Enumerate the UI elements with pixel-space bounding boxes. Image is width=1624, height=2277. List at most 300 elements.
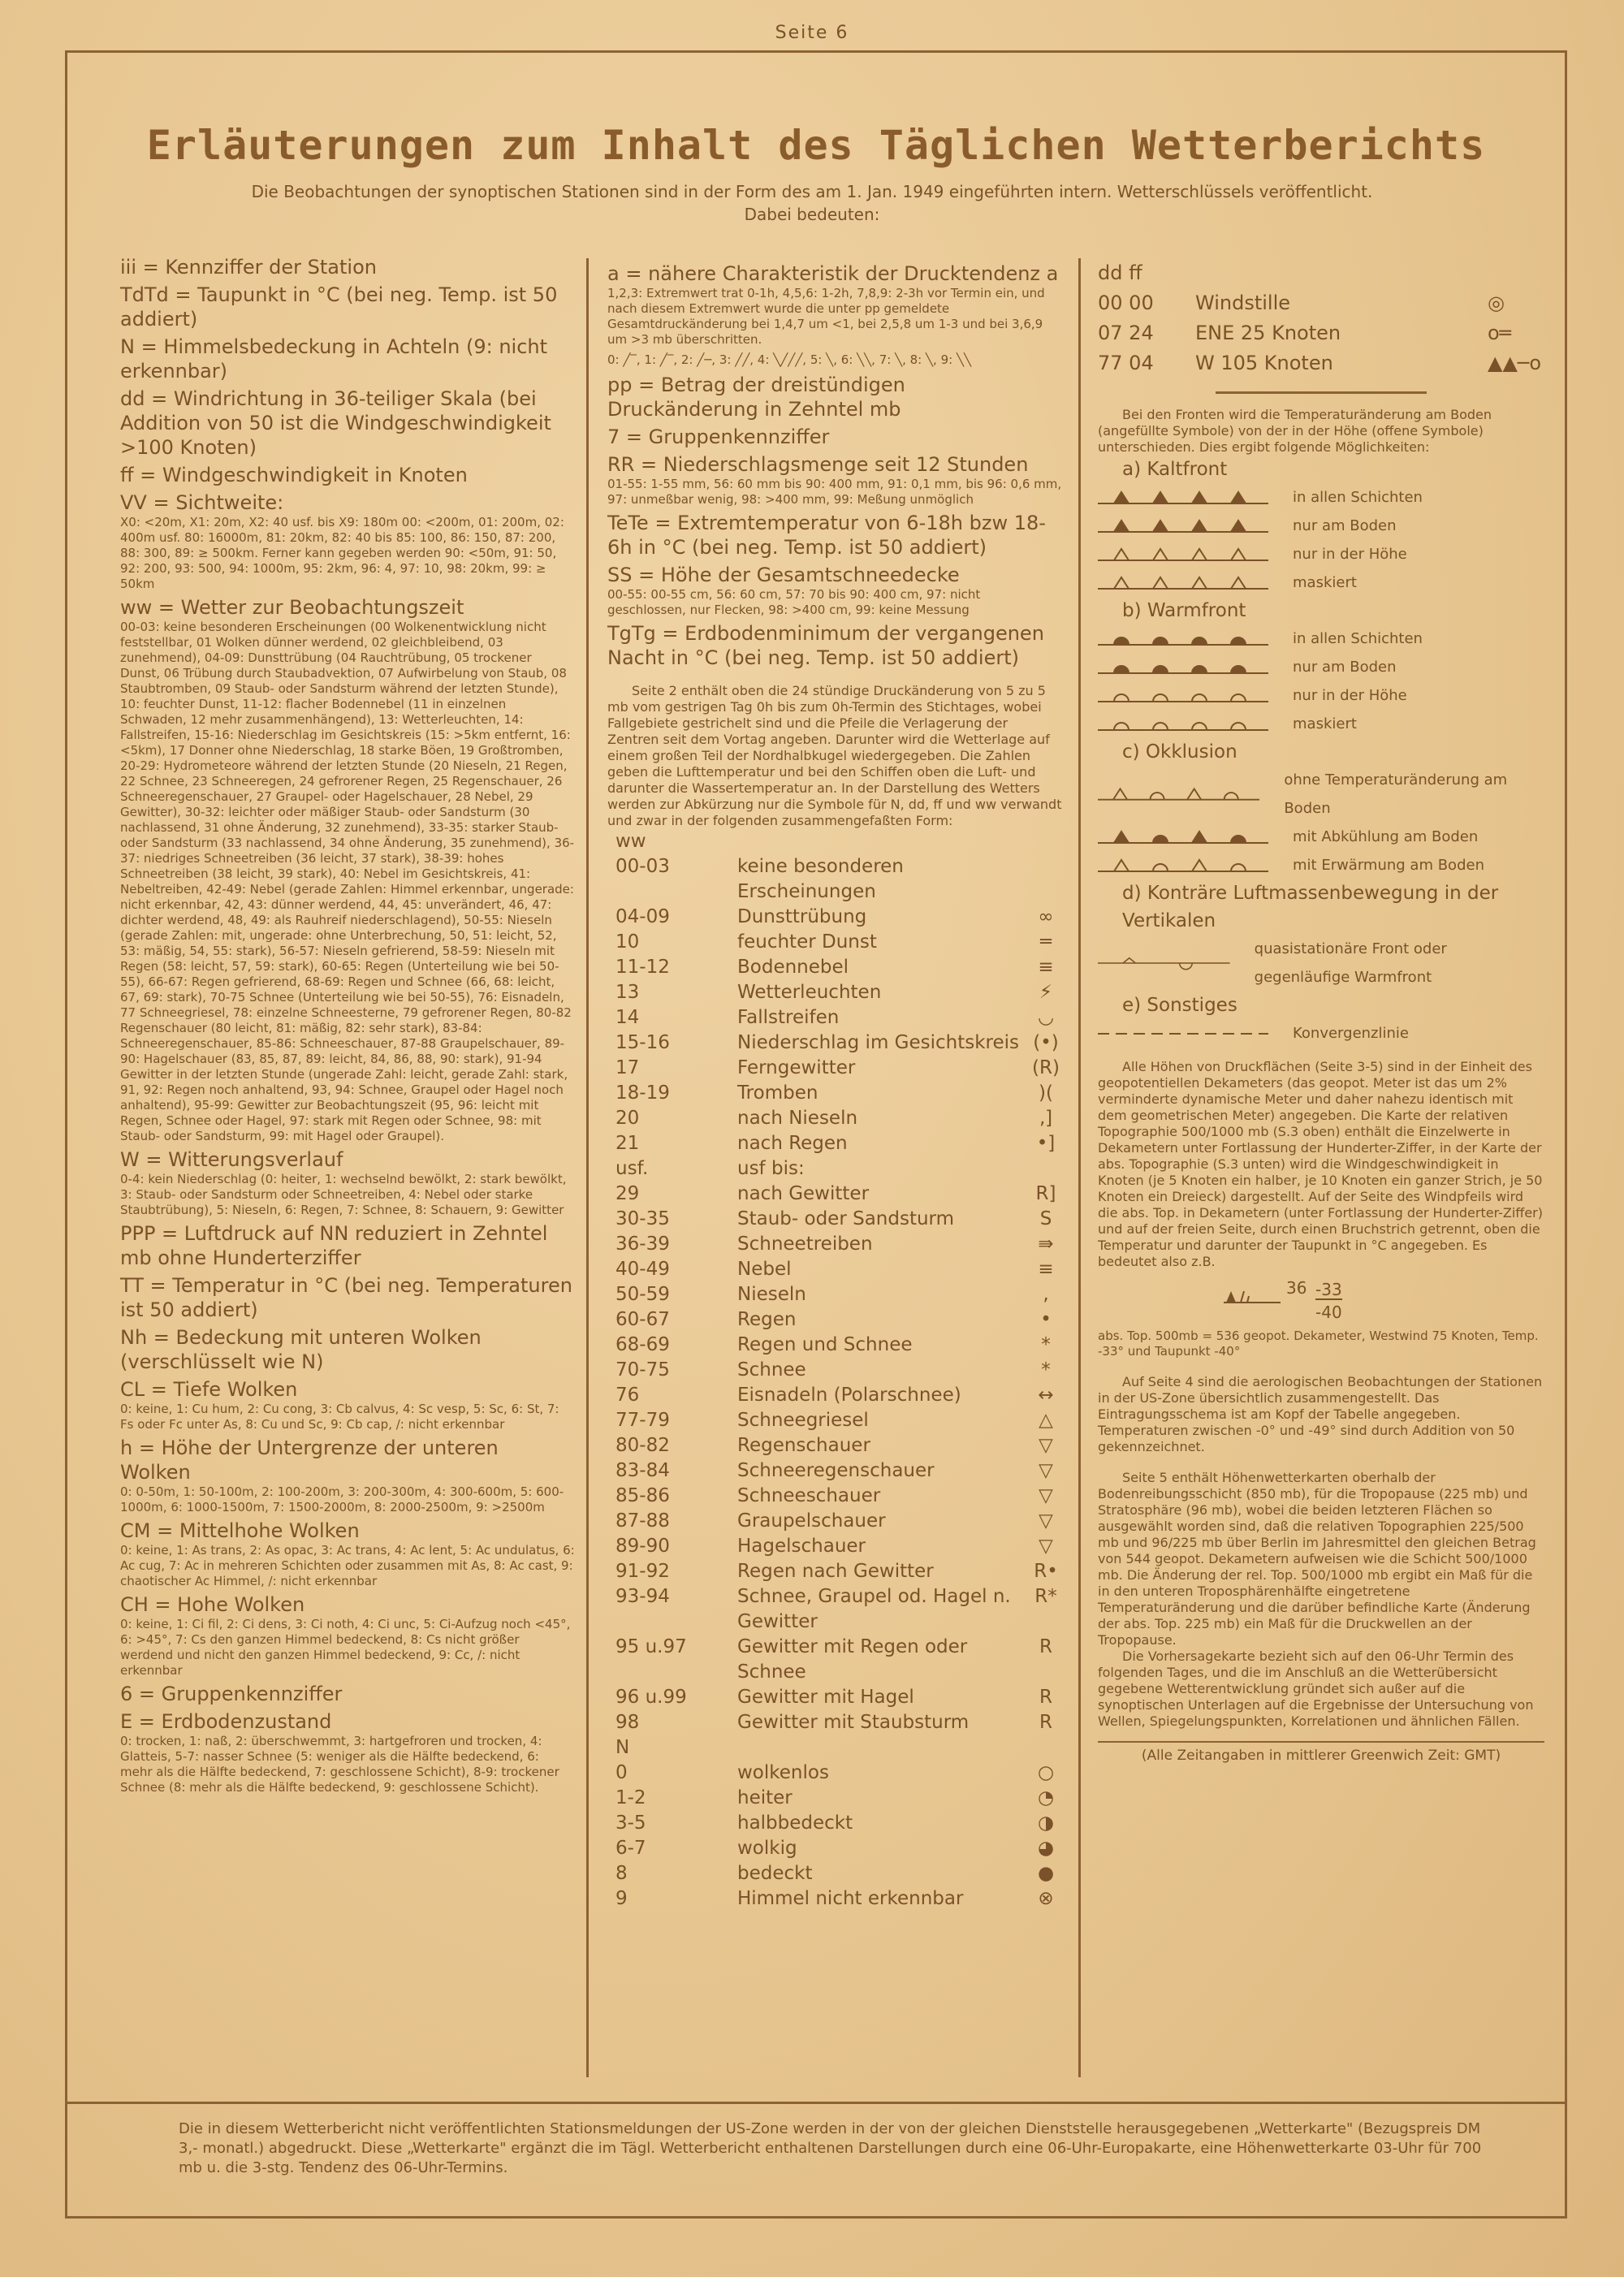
warm-front-mark — [1192, 666, 1207, 673]
n-code: 9 — [615, 1888, 628, 1909]
ww-symbol-icon: R• — [1034, 1561, 1058, 1582]
ww-symbol-icon: , — [1043, 1284, 1049, 1305]
sonstiges-label: Konvergenzlinie — [1293, 1025, 1409, 1042]
wind-example-dewpoint: -40 — [1315, 1303, 1342, 1322]
ww-code: 85-86 — [615, 1485, 670, 1506]
okkl-front-mark — [1153, 836, 1168, 843]
wind-example-temp: -33 — [1315, 1280, 1342, 1299]
subtitle-line-1: Die Beobachtungen der synoptischen Stationen sind in der Form des am 1. Jan. 1949 eingeführten intern. Wetterschlüssels veröffentlicht. — [251, 182, 1373, 201]
fronts-intro: Bei den Fronten wird die Temperaturänderung am Boden (angefüllte Symbole) von der in der Höhe (offene Symbole) unterschieden. Dies ergibt folgende Möglichkeiten: — [1098, 407, 1492, 455]
ww-code: 93-94 — [615, 1586, 670, 1607]
okkl-front-mark — [1153, 864, 1168, 871]
ww-row — [607, 1635, 1062, 1685]
ww-meaning: Schnee, Graupel od. Hagel n. Gewitter — [737, 1586, 1011, 1632]
def-nh: Nh = Bedeckung mit unteren Wolken (verschlüsselt wie N) — [120, 1326, 482, 1373]
ww-row — [607, 1584, 1062, 1635]
def-ppp: PPP = Luftdruck auf NN reduziert in Zehntel mb ohne Hunderterziffer — [120, 1222, 548, 1269]
def-tete: TeTe = Extremtemperatur von 6-18h bzw 18-6h in °C (bei neg. Temp. ist 50 addiert) — [607, 512, 1046, 559]
ww-row — [607, 930, 1062, 955]
ww-row — [607, 1559, 1062, 1584]
dd-row — [1098, 288, 1544, 318]
ww-row — [607, 955, 1062, 980]
subtitle-line-2: Dabei bedeuten: — [744, 205, 880, 224]
ww-row — [607, 1333, 1062, 1358]
n-meaning: wolkig — [737, 1838, 797, 1859]
kalt-front-mark — [1153, 521, 1168, 532]
n-code: 0 — [615, 1762, 628, 1783]
dd-head-label: dd ff — [1098, 261, 1142, 284]
kalt-front-row — [1098, 568, 1544, 597]
n-code: 8 — [615, 1863, 628, 1884]
kalt-front-mark — [1192, 492, 1207, 503]
ww-meaning: nach Nieseln — [737, 1108, 858, 1129]
ww-code: 68-69 — [615, 1334, 670, 1355]
ww-symbol-icon: ‚] — [1039, 1108, 1053, 1129]
def-vv-text: X0: <20m, X1: 20m, X2: 40 usf. bis X9: 180m 00: <200m, 01: 200m, 02: 400m usf. 80: 16000m, 81: 20km, 82: 40 bis 85: 100, 86: 150, 87: 200, 88: 300, 89: ≥ 500km. Ferner kann gegeben werden 90: <50m, 91: 50, 92: 200, 93: 500, 94: 1000m, 95: 2km, 96: 4, 97: 10, 98: 20km, 99: ≥ 50km — [120, 515, 564, 591]
warm-front-mark — [1114, 694, 1129, 702]
warmfront-heading: b) Warmfront — [1122, 600, 1246, 621]
kalt-front-symbol — [1098, 489, 1268, 507]
def-ch-text: 0: keine, 1: Ci fil, 2: Ci dens, 3: Ci noth, 4: Ci unc, 5: Ci-Aufzug noch <45°, 6: >45°, 7: Cs den ganzen Himmel bedeckend, 8: Cs nicht größer werdend und nicht den ganzen Himmel bedeckend, 9: Cc, /: nicht erkennbar — [120, 1617, 571, 1678]
warm-front-mark — [1153, 694, 1168, 702]
ww-code: 89-90 — [615, 1536, 670, 1557]
def-7: 7 = Gruppenkennziffer — [607, 426, 830, 448]
ww-code: 70-75 — [615, 1359, 670, 1380]
n-row — [607, 1836, 1062, 1861]
warm-front-mark — [1114, 637, 1129, 645]
kalt-front-mark — [1114, 549, 1129, 560]
def-cm: CM = Mittelhohe Wolken — [120, 1519, 360, 1542]
ww-meaning: Nebel — [737, 1259, 792, 1280]
warm-front-symbol — [1098, 630, 1268, 648]
ww-meaning: usf bis: — [737, 1158, 805, 1179]
okkl-front-symbol — [1098, 857, 1268, 875]
ww-code: 10 — [615, 931, 640, 953]
ww-code: 87-88 — [615, 1510, 670, 1532]
ww-row — [607, 1710, 1062, 1735]
ww-symbol-icon: ▽ — [1039, 1460, 1053, 1481]
warm-front-mark — [1153, 723, 1168, 730]
dd-row — [1098, 348, 1544, 378]
ww-meaning: Gewitter mit Hagel — [737, 1687, 914, 1708]
ww-meaning: Gewitter mit Regen oder Schnee — [737, 1636, 968, 1683]
def-w-text: 0-4: kein Niederschlag (0: heiter, 1: wechselnd bewölkt, 2: stark bewölkt, 3: Staub- oder Sandsturm oder Schneetreiben, 4: Nebel oder starke Staubtrübung), 5: Nieseln, 6: Regen, 7: Schnee, 8: Schauern, 9: Gewitter — [120, 1172, 567, 1217]
ww-meaning: nach Regen — [737, 1133, 848, 1154]
okkl-front-mark — [1231, 836, 1246, 843]
def-dd: dd = Windrichtung in 36-teiliger Skala (bei Addition von 50 ist die Windgeschwindigkeit >100 Knoten) — [120, 387, 551, 459]
column-divider-1 — [586, 258, 589, 2077]
kalt-front-mark — [1153, 492, 1168, 503]
warm-front-mark — [1114, 666, 1129, 673]
ww-row — [607, 1685, 1062, 1710]
ww-row — [607, 854, 1062, 905]
ww-symbol-icon: R* — [1034, 1586, 1057, 1607]
ww-row — [607, 1182, 1062, 1207]
warm-front-mark — [1231, 723, 1246, 730]
def-ww-text: 00-03: keine besonderen Erscheinungen (00 Wolkenentwicklung nicht feststellbar, 01 Wolken dünner werdend, 02 gleichbleibend, 03 zunehmend), 04-09: Dunsttrübung (04 Rauchtrübung, 05 trockener Dunst, 06 Trübung durch Staubadvektion, 07 Aufwirbelung von Staub, 08 Staubtromben, 09 Staub- oder Sandsturm während der letzten Stunde), 10: feuchter Dunst, 11-12: flacher Bodennebel (11 in einzelnen Schwaden, 12 mehr zusammenhängend), 13: Wetterleuchten, 14: Fallstreifen, 15-16: Niederschlag im Gesichtskreis (15: >5km entfernt, 16: <5km), 17 Donner ohne Niederschlag, 18 starke Böen, 19 Großtromben, 20-29: Hydrometeore während der letzten Stunde (20 Nieseln, 21 Regen, 22 Schnee, 23 Schneeregen, 24 gefrorener Regen, 25 Regenschauer, 26 Schneeregenschauer, 27 Graupel- oder Hagelschauer, 28 Nebel, 29 Gewitter), 30-32: leichter oder mäßiger Staub- oder Sandsturm (30 nachlassend, 31 ohne Änderung, 32 zunehmend), 33-35: starker Staub- oder Sandsturm (33 nachlassend, 34 ohne Änderung, 35 zunehmend), 36-37: niedriges Schneetreiben (36 leicht, 37 stark), 38-39: hohes Schneetreiben (38 leicht, 39 stark), 40: Nebel im Gesichtskreis, 41: Nebeltreiben, 42-49: Nebel (gerade Zahlen: Himmel erkennbar, ungerade: nicht erkennbar, 42, 43: dünner werdend, 44, 45: unverändert, 46, 47: dichter werdend, 48, 49: als Rauhreif niederschlagend), 50-55: Nieseln (gerade Zahlen: mit, ungerade: ohne Unterbrechung, 50, 51: leicht, 52, 53: mäßig, 54, 55: stark), 56-57: Nieseln gefrierend, 58-59: Nieseln mit Regen (58: leicht, 57, 59: stark), 60-65: Regen (Unterteilung wie bei 50-55), 66-67: Regen gefrierend, 68-69: Regen und Schnee (66, 68: leicht, 67, 69: stark), 70-75 Schnee (Unterteilung wie bei 50-55), 76: Eisnadeln, 77 Schneegriesel, 78: einzelne Schneesterne, 79 gefrorener Regen, 80-82 Regenschauer (80 leicht, 81: mäßig, 82: sehr stark), 83-84: Schneeregenschauer, 85-86: Schneeschauer, 87-88 Graupelschauer, 89-90: Hagelschauer (83, 85, 87, 89: leicht, 84, 86, 88, 90: stark), 91-94 Gewitter in der letzten Stunde (ungerade Zahl: leicht, gerade Zahl: stark, 91, 92: Regen noch anhaltend, 93, 94: Schnee, Graupel oder Hagel noch anhaltend), 95-99: Gewitter zur Beobachtungszeit (95, 96: leicht mit Regen, Schnee oder Hagel, 97: stark mit Regen oder Schnee, 98: mit Staub- oder Sandsturm, 99: mit Hagel oder Graupel). — [120, 620, 575, 1143]
ww-row — [607, 1534, 1062, 1559]
ww-code: 77-79 — [615, 1410, 670, 1431]
kalt-front-row — [1098, 483, 1544, 512]
n-row — [607, 1811, 1062, 1836]
ww-meaning: Schneeschauer — [737, 1485, 881, 1506]
warm-front-mark — [1192, 694, 1207, 702]
kalt-front-row — [1098, 512, 1544, 540]
kaltfront-list — [1098, 483, 1544, 597]
ww-code: 21 — [615, 1133, 640, 1154]
ww-symbol-icon: ↔ — [1038, 1385, 1054, 1406]
n-meaning: heiter — [737, 1787, 793, 1808]
ww-meaning: Hagelschauer — [737, 1536, 866, 1557]
ww-symbol-icon: ∞ — [1038, 906, 1054, 927]
def-cm-text: 0: keine, 1: As trans, 2: As opac, 3: Ac trans, 4: Ac lent, 5: Ac undulatus, 6: Ac cug, 7: Ac in mehreren Schichten oder zusammen mit As, 8: Ac cast, 9: chaotischer Ac Himmel, /: nicht erkennbar — [120, 1543, 575, 1588]
ww-symbol-icon — [1030, 854, 1062, 905]
dd-code: 77 04 — [1098, 352, 1154, 374]
warm-front-row — [1098, 653, 1544, 681]
ww-row — [607, 1307, 1062, 1333]
ww-meaning: Schnee — [737, 1359, 806, 1380]
ww-code: 60-67 — [615, 1309, 670, 1330]
def-tgtg: TgTg = Erdbodenminimum der vergangenen Nacht in °C (bei neg. Temp. ist 50 addiert) — [607, 622, 1044, 669]
okkl-front-mark — [1114, 832, 1129, 843]
ww-code: 50-59 — [615, 1284, 670, 1305]
ww-meaning: Bodennebel — [737, 957, 849, 978]
def-ss-text: 00-55: 00-55 cm, 56: 60 cm, 57: 70 bis 90: 400 cm, 97: nicht geschlossen, nur Flecken, 98: >400 cm, 99: keine Messung — [607, 587, 981, 617]
ww-symbol-icon: ◡ — [1037, 1007, 1055, 1028]
kalt-front-mark — [1192, 549, 1207, 560]
def-cl-text: 0: keine, 1: Cu hum, 2: Cu cong, 3: Cb calvus, 4: Sc vesp, 5: Sc, 6: St, 7: Fs oder Fc unter As, 8: Cu und Sc, 9: Cb cap, /: nicht erkennbar — [120, 1402, 559, 1432]
def-ss: SS = Höhe der Gesamtschneedecke — [607, 564, 960, 586]
kalt-front-mark — [1231, 492, 1246, 503]
dd-table — [1098, 288, 1544, 378]
kontraer-row — [1098, 935, 1544, 992]
ww-row — [607, 1056, 1062, 1081]
warm-front-mark — [1192, 723, 1207, 730]
okkl-front-mark — [1192, 832, 1207, 843]
n-symbol-icon: ◔ — [1037, 1787, 1055, 1808]
ww-row — [607, 1383, 1062, 1408]
ww-code: 20 — [615, 1108, 640, 1129]
n-meaning: wolkenlos — [737, 1762, 829, 1783]
warmfront-list — [1098, 624, 1544, 738]
column-1 — [120, 252, 575, 1795]
ww-symbol-icon: ▽ — [1039, 1536, 1053, 1557]
n-code: 3-5 — [615, 1813, 646, 1834]
okkl-front-row — [1098, 851, 1544, 879]
ww-meaning: Schneegriesel — [737, 1410, 869, 1431]
kalt-front-symbol — [1098, 546, 1268, 564]
n-code: 1-2 — [615, 1787, 646, 1808]
dd-code: 07 24 — [1098, 322, 1154, 344]
sonstiges-heading: e) Sonstiges — [1122, 995, 1237, 1016]
ww-code: 17 — [615, 1057, 640, 1078]
kalt-front-symbol — [1098, 574, 1268, 592]
warm-front-label: maskiert — [1293, 715, 1357, 732]
n-symbol-icon: ○ — [1037, 1762, 1055, 1783]
column-3 — [1098, 258, 1544, 1765]
vorhersage-text: Die Vorhersagekarte bezieht sich auf den 06-Uhr Termin des folgenden Tages, und die im Anschluß an die Wetterübersicht gegebene Wetterentwicklung gründet sich außer auf die synoptischen Unterlagen auf die Ergebnisse der Untersuchung von Wellen, Spiegelungspunkten, Korrelationen und ähnlichen Fällen. — [1098, 1648, 1534, 1729]
def-e-text: 0: trocken, 1: naß, 2: überschwemmt, 3: hartgefroren und trocken, 4: Glatteis, 5-7: nasser Schnee (5: weniger als die Hälfte bedeckend, 6: mehr als die Hälfte bedeckend, 7: geschlossene Schicht), 8-9: trockener Schnee (8: mehr als die Hälfte bedeckend, 9: geschlossene Schicht). — [120, 1734, 559, 1795]
ww-meaning: Graupelschauer — [737, 1510, 886, 1532]
warm-front-row — [1098, 710, 1544, 738]
def-a-text: 1,2,3: Extremwert trat 0-1h, 4,5,6: 1-2h, 7,8,9: 2-3h vor Termin ein, und nach diesem Extremwert wurde die unter pp gemeldete Gesamtdruckänderung bei 1,4,7 um <1, bei 2,5,8 um 1-3 und bei 3,6,9 um >3 mb überschritten. — [607, 286, 1045, 347]
warm-front-row — [1098, 624, 1544, 653]
warm-front-label: nur am Boden — [1293, 659, 1397, 676]
ww-meaning: Eisnadeln (Polarschnee) — [737, 1385, 961, 1406]
ww-code: usf. — [615, 1158, 649, 1179]
wind-barb-icon — [1220, 1286, 1285, 1311]
dd-code: 00 00 — [1098, 292, 1154, 314]
wind-symbol-icon: ▲▲─o — [1488, 352, 1542, 374]
ww-meaning: Schneeregenschauer — [737, 1460, 935, 1481]
zeit-note: (Alle Zeitangaben in mittlerer Greenwich Zeit: GMT) — [1141, 1748, 1501, 1764]
ww-symbol-icon: ⇛ — [1038, 1234, 1054, 1255]
warm-front-mark — [1192, 637, 1207, 645]
def-ch: CH = Hohe Wolken — [120, 1593, 305, 1616]
ww-meaning: Regen und Schnee — [737, 1334, 913, 1355]
kalt-front-mark — [1114, 521, 1129, 532]
ww-code: 95 u.97 — [615, 1636, 687, 1657]
n-row — [607, 1886, 1062, 1912]
n-code: 6-7 — [615, 1838, 646, 1859]
def-w: W = Witterungsverlauf — [120, 1148, 343, 1171]
okklusion-heading: c) Okklusion — [1122, 741, 1237, 763]
ww-row — [607, 1106, 1062, 1131]
kalt-front-mark — [1114, 492, 1129, 503]
n-meaning: bedeckt — [737, 1863, 813, 1884]
warm-front-mark — [1231, 637, 1246, 645]
ww-row — [607, 1257, 1062, 1282]
okkl-front-mark — [1187, 789, 1201, 799]
def-e: E = Erdbodenzustand — [120, 1710, 332, 1733]
wind-example-text: abs. Top. 500mb = 536 geopot. Dekameter, Westwind 75 Knoten, Temp. -33° und Taupunkt -40° — [1098, 1329, 1539, 1359]
ww-symbol-icon: ▽ — [1039, 1510, 1053, 1532]
okkl-front-mark — [1151, 793, 1164, 800]
wind-example-height: 36 — [1286, 1278, 1307, 1298]
subtitle — [162, 180, 1462, 226]
ww-row — [607, 1458, 1062, 1484]
warm-front-mark — [1153, 637, 1168, 645]
okkl-front-symbol — [1098, 828, 1268, 846]
footer-note: Die in diesem Wetterbericht nicht veröffentlichten Stationsmeldungen der US-Zone werden in der von der gleichen Dienststelle herausgegebenen „Wetterkarte" (Bezugspreis DM 3,- monatl.) abgedruckt. Diese „Wetterkarte" ergänzt die im Tägl. Wetterbericht enthaltenen Darstellungen durch eine 06-Uhr-Europakarte, eine Höhenwetterkarte 03-Uhr für 700 mb u. die 3-stg. Tendenz des 06-Uhr-Termins. — [179, 2120, 1482, 2176]
sonstiges-row — [1098, 1019, 1544, 1048]
def-a: a = nähere Charakteristik der Drucktendenz a — [607, 262, 1059, 285]
def-n: N = Himmelsbedeckung in Achteln (9: nicht erkennbar) — [120, 335, 548, 382]
kalt-front-mark — [1231, 521, 1246, 532]
ww-meaning: Nieseln — [737, 1284, 806, 1305]
ww-code: 04-09 — [615, 906, 670, 927]
footer-rule — [65, 2102, 1567, 2104]
ww-code: 00-03 — [615, 856, 670, 877]
n-symbol-icon: ⊗ — [1038, 1888, 1054, 1909]
ww-symbol-icon: ≡ — [1038, 1259, 1054, 1280]
def-pp: pp = Betrag der dreistündigen Druckänderung in Zehntel mb — [607, 374, 905, 421]
ww-row — [607, 1005, 1062, 1030]
n-row — [607, 1761, 1062, 1786]
def-h: h = Höhe der Untergrenze der unteren Wolken — [120, 1437, 499, 1484]
ww-symbol-icon: • — [1040, 1309, 1052, 1330]
kalt-front-label: nur am Boden — [1293, 517, 1397, 534]
ww-symbol-icon: △ — [1039, 1410, 1053, 1431]
wind-symbol-icon: o═ — [1488, 322, 1512, 344]
kalt-front-mark — [1114, 577, 1129, 589]
kontraer-heading: d) Konträre Luftmassenbewegung in der Vertikalen — [1122, 883, 1499, 931]
kalt-front-label: in allen Schichten — [1293, 489, 1423, 506]
ww-meaning: feuchter Dunst — [737, 931, 877, 953]
okkl-front-label: mit Abkühlung am Boden — [1293, 828, 1479, 845]
ww-meaning: Ferngewitter — [737, 1057, 856, 1078]
kaltfront-heading: a) Kaltfront — [1122, 459, 1228, 480]
divider-bottom — [1098, 1741, 1544, 1743]
ww-meaning: Tromben — [737, 1082, 818, 1104]
kalt-front-mark — [1153, 549, 1168, 560]
ww-code: 15-16 — [615, 1032, 670, 1053]
ww-code: 11-12 — [615, 957, 670, 978]
ww-code: 13 — [615, 982, 640, 1003]
wind-symbol-icon: ◎ — [1488, 292, 1505, 314]
warm-front-symbol — [1098, 687, 1268, 705]
ww-code: 40-49 — [615, 1259, 670, 1280]
divider — [1216, 391, 1427, 394]
ww-meaning: Gewitter mit Staubsturm — [737, 1712, 970, 1733]
kontraer-label: quasistationäre Front oder gegenläufige Warmfront — [1254, 940, 1447, 986]
ww-row — [607, 1030, 1062, 1056]
ww-code: 18-19 — [615, 1082, 670, 1104]
ww-meaning: Regen — [737, 1309, 797, 1330]
okkl-front-row — [1098, 823, 1544, 851]
ww-meaning: Fallstreifen — [737, 1007, 840, 1028]
ww-symbol-icon: ▽ — [1039, 1485, 1053, 1506]
warm-front-label: in allen Schichten — [1293, 630, 1423, 647]
n-symbol-icon: ◕ — [1037, 1838, 1055, 1859]
okkl-front-label: ohne Temperaturänderung am Boden — [1284, 771, 1508, 817]
kalt-front-mark — [1192, 577, 1207, 589]
ww-code: 98 — [615, 1712, 640, 1733]
kalt-front-label: maskiert — [1293, 574, 1357, 591]
okkl-front-mark — [1113, 789, 1127, 799]
hoehen-text: Alle Höhen von Druckflächen (Seite 3-5) sind in der Einheit des geopotentiellen Dekameters (das geopot. Meter ist das um 2% verminderte dynamische Meter und daher nahezu identisch mit dem geometrischen Meter) angegeben. Die Karte der relativen Topographie 500/1000 mb (S.3 oben) enthält die Einzelwerte in Dekametern unter Fortlassung der Hunderter-Ziffer, in der Karte der abs. Topographie (S.3 unten) wird die Windgeschwindigkeit in Knoten (je 5 Knoten ein halber, je 10 Knoten ein ganzer Strich, je 50 Knoten ein Dreieck) dargestellt. Auf der Seite des Windpfeils wird die abs. Top. in Dekametern (unter Fortlassung der Hunderter-Ziffer) und auf der freien Seite, durch einen Bruchstrich getrennt, oben die Temperatur und darunter der Taupunkt in °C angegeben. Es bedeutet also z.B. — [1098, 1059, 1543, 1269]
warm-front-row — [1098, 681, 1544, 710]
def-h-text: 0: 0-50m, 1: 50-100m, 2: 100-200m, 3: 200-300m, 4: 300-600m, 5: 600-1000m, 6: 1000-1500m, 7: 1500-2000m, 8: 2000-2500m, 9: >2500m — [120, 1484, 564, 1514]
def-ff: ff = Windgeschwindigkeit in Knoten — [120, 464, 468, 486]
n-symbol-icon: ◑ — [1037, 1813, 1055, 1834]
n-meaning: halbbedeckt — [737, 1813, 853, 1834]
ww-symbol-icon: ═ — [1040, 931, 1052, 953]
column-divider-2 — [1078, 258, 1081, 2077]
dd-meaning: ENE 25 Knoten — [1195, 322, 1341, 344]
def-vv: VV = Sichtweite: — [120, 491, 284, 514]
def-rr-text: 01-55: 1-55 mm, 56: 60 mm bis 90: 400 mm, 91: 0,1 mm, bis 96: 0,6 mm, 97: unmeßbar wenig, 98: >400 mm, 99: Meßung unmöglich — [607, 477, 1062, 507]
ww-symbol-icon: R — [1039, 1636, 1052, 1657]
ww-row — [607, 1207, 1062, 1232]
n-meaning: Himmel nicht erkennbar — [737, 1888, 964, 1909]
ww-symbol-icon: ≡ — [1038, 957, 1054, 978]
def-tt: TT = Temperatur in °C (bei neg. Temperaturen ist 50 addiert) — [120, 1274, 572, 1321]
def-iii: iii = Kennziffer der Station — [120, 256, 377, 279]
n-head — [607, 1735, 1062, 1761]
ww-row — [607, 905, 1062, 930]
wind-example — [1220, 1277, 1544, 1325]
warm-front-mark — [1231, 694, 1246, 702]
def-cl: CL = Tiefe Wolken — [120, 1378, 298, 1401]
dd-head — [1098, 258, 1544, 288]
okklusion-list — [1098, 766, 1544, 879]
okkl-front-mark — [1231, 864, 1246, 871]
warm-front-label: nur in der Höhe — [1293, 687, 1407, 704]
okkl-front-mark — [1224, 793, 1238, 800]
ww-meaning: Staub- oder Sandsturm — [737, 1208, 954, 1229]
kalt-front-label: nur in der Höhe — [1293, 546, 1407, 563]
ww-code: 91-92 — [615, 1561, 670, 1582]
kalt-front-mark — [1231, 549, 1246, 560]
dd-meaning: Windstille — [1195, 292, 1290, 314]
warm-front-symbol — [1098, 659, 1268, 676]
kalt-front-mark — [1231, 577, 1246, 589]
ww-table — [607, 854, 1062, 1735]
ww-head — [607, 829, 1062, 854]
ww-symbol-icon: •] — [1036, 1133, 1056, 1154]
ww-meaning: Schneetreiben — [737, 1234, 873, 1255]
ww-meaning: Regen nach Gewitter — [737, 1561, 934, 1582]
kalt-front-mark — [1192, 521, 1207, 532]
ww-symbol-icon: R] — [1035, 1183, 1056, 1204]
ww-code: 30-35 — [615, 1208, 670, 1229]
kalt-front-mark — [1153, 577, 1168, 589]
ww-meaning: keine besonderen Erscheinungen — [737, 856, 904, 902]
ww-code: 96 u.99 — [615, 1687, 687, 1708]
ww-symbol-icon — [1030, 1156, 1062, 1182]
warm-front-mark — [1114, 723, 1129, 730]
seite2-text: Seite 2 enthält oben die 24 stündige Druckänderung von 5 zu 5 mb vom gestrigen Tag 0h bis zum 0h-Termin des Stichtages, wobei Fallgebiete gestrichelt sind und die Pfeile die Verlagerung der Zentren seit dem Vortag angeben. Darunter wird die Wetterlage auf einem großen Teil der Nordhalbkugel wiedergegeben. Die Zahlen geben die Lufttemperatur und bei den Schiffen oben die Luft- und darunter die Wassertemperatur an. In der Darstellung des Wetters werden zur Abkürzung nur die Symbole für N, dd, ff und ww verwandt und zwar in der folgenden zusammengefaßten Form: — [607, 683, 1062, 828]
ww-symbol-icon: )( — [1039, 1082, 1053, 1104]
ww-meaning: Niederschlag im Gesichtskreis — [737, 1032, 1020, 1053]
ww-meaning: nach Gewitter — [737, 1183, 870, 1204]
warm-front-mark — [1231, 666, 1246, 673]
dd-row — [1098, 318, 1544, 348]
ww-symbol-icon: (•) — [1033, 1032, 1059, 1053]
page-number: Seite 6 — [775, 23, 849, 43]
ww-meaning: Wetterleuchten — [737, 982, 882, 1003]
okkl-front-row — [1098, 766, 1544, 823]
def-rr: RR = Niederschlagsmenge seit 12 Stunden — [607, 453, 1029, 476]
warm-front-mark — [1153, 666, 1168, 673]
dd-meaning: W 105 Knoten — [1195, 352, 1333, 374]
ww-code: 14 — [615, 1007, 640, 1028]
convergence-line-symbol — [1098, 1025, 1268, 1043]
ww-row — [607, 980, 1062, 1005]
def-6: 6 = Gruppenkennziffer — [120, 1683, 343, 1705]
warm-front-symbol — [1098, 715, 1268, 733]
ww-row — [607, 1081, 1062, 1106]
ww-meaning: Regenschauer — [737, 1435, 870, 1456]
ww-head-label: ww — [615, 831, 646, 852]
def-tdtd: TdTd = Taupunkt in °C (bei neg. Temp. ist 50 addiert) — [120, 283, 558, 331]
n-head-label: N — [615, 1737, 630, 1758]
n-table — [607, 1761, 1062, 1912]
ww-symbol-icon: * — [1041, 1334, 1051, 1355]
ww-row — [607, 1408, 1062, 1433]
ww-symbol-icon: (R) — [1032, 1057, 1060, 1078]
ww-code: 80-82 — [615, 1435, 670, 1456]
ww-symbol-icon: ▽ — [1039, 1435, 1053, 1456]
kalt-front-symbol — [1098, 517, 1268, 535]
ww-row — [607, 1232, 1062, 1257]
seite5-text: Seite 5 enthält Höhenwetterkarten oberhalb der Bodenreibungsschicht (850 mb), für die Tropopause (225 mb) und Stratosphäre (96 mb), wobei die beiden letzteren Flächen so ausgewählt worden sind, daß die relativen Topographien 225/500 mb und 96/225 mb über Berlin im Jahresmittel den gleichen Betrag von 544 geopot. Dekametern aufweisen wie die Schicht 500/1000 mb. Die Änderung der rel. Top. 500/1000 mb ergibt ein Maß für die in den unteren Troposphärenhälfte eingetretene Temperaturänderung und die darüber befindliche Karte (Änderung der abs. Top. 225 mb) ein Maß für die Druckwellen an der Tropopause. — [1098, 1470, 1536, 1648]
okkl-front-symbol — [1098, 785, 1259, 803]
n-row — [607, 1861, 1062, 1886]
ww-row — [607, 1509, 1062, 1534]
okkl-front-mark — [1114, 860, 1129, 871]
